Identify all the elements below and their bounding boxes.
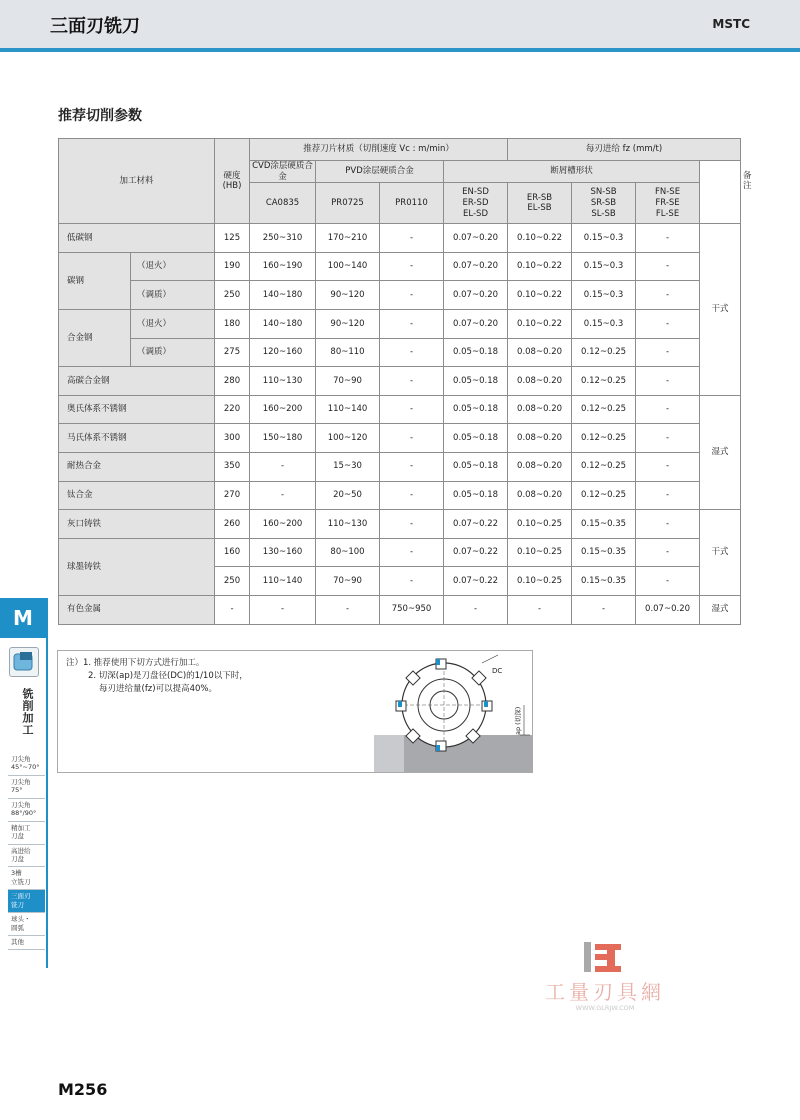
note-cell: 湿式 — [700, 595, 741, 624]
sidebar-divider — [46, 598, 48, 968]
pr0110-cell: - — [380, 424, 444, 453]
pr0110-cell: - — [380, 338, 444, 367]
material-cell: 耐热合金 — [59, 453, 215, 482]
table-row — [59, 424, 741, 453]
pr0725-cell: 70~90 — [316, 567, 380, 596]
note-cell: 湿式 — [700, 395, 741, 509]
sidebar-item-3-flute[interactable]: 3槽 立铣刀 — [8, 867, 45, 890]
ca0835-cell: - — [250, 595, 316, 624]
material-cell: 碳钢 — [59, 252, 131, 309]
pr0725-cell: 100~120 — [316, 424, 380, 453]
pr0725-cell: 100~140 — [316, 252, 380, 281]
pr0725-cell: 170~210 — [316, 224, 380, 253]
feed-cell: 0.15~0.3 — [572, 252, 636, 281]
feed-cell: 0.12~0.25 — [572, 481, 636, 510]
feed-cell: - — [636, 338, 700, 367]
feed-cell: - — [572, 595, 636, 624]
pr0725-cell: - — [316, 595, 380, 624]
table-row — [59, 481, 741, 510]
feed-cell: 0.08~0.20 — [508, 395, 572, 424]
feed-cell: 0.15~0.35 — [572, 538, 636, 567]
feed-cell: 0.08~0.20 — [508, 367, 572, 396]
feed-cell: 0.10~0.25 — [508, 567, 572, 596]
hardness-cell: 280 — [215, 367, 250, 396]
hardness-cell: 250 — [215, 281, 250, 310]
material-cell: 高碳合金钢 — [59, 367, 215, 396]
hardness-cell: 300 — [215, 424, 250, 453]
table-row — [59, 338, 741, 367]
hardness-cell: 125 — [215, 224, 250, 253]
sidebar-item-other[interactable]: 其他 — [8, 936, 45, 950]
pr0110-cell: - — [380, 224, 444, 253]
feed-cell: 0.10~0.25 — [508, 510, 572, 539]
header-pr0110: PR0110 — [380, 183, 444, 224]
condition-cell: （退火） — [131, 310, 215, 339]
ca0835-cell: 140~180 — [250, 281, 316, 310]
notes-box — [57, 650, 533, 773]
note-line: 每刃进给量(fz)可以提高40%。 — [99, 684, 217, 695]
pr0725-cell: 90~120 — [316, 281, 380, 310]
header-material: 加工材料 — [59, 139, 215, 224]
ca0835-cell: - — [250, 453, 316, 482]
feed-cell: - — [636, 453, 700, 482]
table-row — [59, 510, 741, 539]
header-chipbreaker: 断屑槽形状 — [444, 161, 700, 183]
feed-cell: 0.07~0.20 — [444, 281, 508, 310]
feed-cell: 0.05~0.18 — [444, 481, 508, 510]
ca0835-cell: 160~200 — [250, 510, 316, 539]
table-row — [59, 281, 741, 310]
pr0725-cell: 80~110 — [316, 338, 380, 367]
header-chipbreaker-1: EN-SD ER-SD EL-SD — [444, 183, 508, 224]
feed-cell: 0.08~0.20 — [508, 481, 572, 510]
table-row — [59, 224, 741, 253]
ca0835-cell: 160~190 — [250, 252, 316, 281]
note-line: 2. 切深(ap)是刀盘径(DC)的1/10以下时， — [88, 671, 248, 682]
sidebar-item-ball-radius[interactable]: 球头・ 圆弧 — [8, 913, 45, 936]
table-row — [59, 252, 741, 281]
feed-cell: 0.08~0.20 — [508, 424, 572, 453]
pr0110-cell: - — [380, 367, 444, 396]
feed-cell: 0.12~0.25 — [572, 338, 636, 367]
pr0725-cell: 110~140 — [316, 395, 380, 424]
pr0110-cell: - — [380, 567, 444, 596]
table-row — [59, 538, 741, 567]
feed-cell: 0.08~0.20 — [508, 453, 572, 482]
page-number: M256 — [58, 1080, 108, 1099]
feed-cell: 0.15~0.3 — [572, 310, 636, 339]
hardness-cell: 160 — [215, 538, 250, 567]
material-cell: 球墨铸铁 — [59, 538, 215, 595]
table-row — [59, 367, 741, 396]
note-cell: 干式 — [700, 224, 741, 396]
pr0725-cell: 20~50 — [316, 481, 380, 510]
sidebar-item-45-70[interactable]: 刀尖角 45°~70° — [8, 753, 45, 776]
feed-cell: 0.07~0.20 — [444, 252, 508, 281]
feed-cell: - — [636, 538, 700, 567]
condition-cell: （调质） — [131, 281, 215, 310]
pr0110-cell: - — [380, 252, 444, 281]
hardness-cell: 270 — [215, 481, 250, 510]
header-ca0835: CA0835 — [250, 183, 316, 224]
brand-label: MSTC — [712, 17, 750, 31]
feed-cell: 0.07~0.22 — [444, 567, 508, 596]
material-cell: 有色金属 — [59, 595, 215, 624]
feed-cell: - — [636, 281, 700, 310]
header-chipbreaker-2: ER-SB EL-SB — [508, 183, 572, 224]
hardness-cell: 180 — [215, 310, 250, 339]
table-row — [59, 395, 741, 424]
pr0725-cell: 15~30 — [316, 453, 380, 482]
material-cell: 奥氏体系不锈钢 — [59, 395, 215, 424]
section-label: 铣削加工 — [21, 688, 34, 736]
sidebar-item-88-90[interactable]: 刀尖角 88°/90° — [8, 799, 45, 822]
feed-cell: - — [508, 595, 572, 624]
pr0110-cell: 750~950 — [380, 595, 444, 624]
feed-cell: 0.05~0.18 — [444, 424, 508, 453]
header-accent-line — [0, 48, 800, 52]
section-title: 推荐切削参数 — [58, 108, 142, 124]
note-cell: 干式 — [700, 510, 741, 596]
feed-cell: 0.05~0.18 — [444, 395, 508, 424]
feed-cell: - — [636, 224, 700, 253]
feed-cell: 0.12~0.25 — [572, 367, 636, 396]
hardness-cell: 275 — [215, 338, 250, 367]
feed-cell: 0.15~0.35 — [572, 567, 636, 596]
feed-cell: 0.10~0.25 — [508, 538, 572, 567]
watermark-text: 工量刃具網 — [545, 980, 665, 1004]
feed-cell: - — [636, 395, 700, 424]
ca0835-cell: 130~160 — [250, 538, 316, 567]
feed-cell: 0.12~0.25 — [572, 395, 636, 424]
sidebar-nav — [8, 753, 45, 950]
ca0835-cell: - — [250, 481, 316, 510]
feed-cell: 0.07~0.20 — [444, 310, 508, 339]
ap-label: ap (切深) — [514, 706, 522, 735]
pr0110-cell: - — [380, 453, 444, 482]
condition-cell: （调质） — [131, 338, 215, 367]
section-tab-m[interactable]: M — [0, 598, 46, 638]
sidebar-item-finishing[interactable]: 精加工 刀盘 — [8, 822, 45, 845]
feed-cell: 0.07~0.22 — [444, 538, 508, 567]
watermark-url: WWW.GLRJW.COM — [575, 1004, 635, 1012]
pr0725-cell: 80~100 — [316, 538, 380, 567]
ca0835-cell: 110~140 — [250, 567, 316, 596]
table-row — [59, 453, 741, 482]
ca0835-cell: 120~160 — [250, 338, 316, 367]
page-title: 三面刃铣刀 — [50, 16, 140, 37]
table-row — [59, 595, 741, 624]
dc-label: DC — [492, 667, 503, 675]
header-hardness: 硬度 (HB) — [215, 139, 250, 224]
ca0835-cell: 140~180 — [250, 310, 316, 339]
cutting-params-table: 加工材料 硬度 (HB) 推荐刀片材质（切削速度 Vc : m/min） 每刃进给 fz (mm/t) 备注 CVD涂层硬质合金 PVD涂层硬质合金 断屑槽形状 CA0835 PR0725 PR0110 EN-SD ER-SD EL-SD ER-SB EL-SB SN-SB SR-SB SL-SB FN-SE FR-SE FL-SE 低碳钢 125 250~310 170~210 - 0.07~0.20 0.10~0.22 0.15~0.3 - 干式 碳钢 （退火） 190 160~190 100~140 - 0.07~0.20 0.10~0.22 0.15~0.3 - （调质） 250 140~180 90~120 - 0.07~0.20 0.10~0.22 0.15~0.3 - 合金钢 （退火） 180 140~180 90~120 - 0.07~0.20 0.10~0.22 0.15~0.3 - （调质） 275 120~160 80~110 - 0.05~0.18 0.08~0.20 0.12~0.25 - 高碳合金钢 280 110~130 70~90 - 0.05~0.18 0.08~0.20 0.12~0.25 - 奥氏体系不锈钢 220 160~200 110~140 - 0.05~0.18 0.08~0.20 0.12~0.25 - 湿式 马氏体系不锈钢 300 150~180 100~120 - 0.05~0.18 0.08~0.20 0.12~0.25 - 耐热合金 350 - 15~30 - 0.05~0.18 0.08~0.20 0.12~0.25 - 钛合金 270 - 20~50 - 0.05~0.18 0.08~0.20 0.12~0.25 - 灰口铸铁 260 160~200 110~130 - 0.07~0.22 0.10~0.25 0.15~0.35 - 干式 球墨铸铁 160 130~160 80~100 - 0.07~0.22 0.10~0.25 0.15~0.35 - 250 110~140 70~90 - 0.07~0.22 0.10~0.25 0.15~0.35 - 有色金属 - - - 750~950 - - - 0.07~0.20 湿式 — [58, 138, 741, 625]
pr0110-cell: - — [380, 281, 444, 310]
feed-cell: 0.10~0.22 — [508, 252, 572, 281]
feed-cell: - — [636, 367, 700, 396]
sidebar-item-75[interactable]: 刀尖角 75° — [8, 776, 45, 799]
feed-cell: 0.15~0.35 — [572, 510, 636, 539]
feed-cell: 0.10~0.22 — [508, 224, 572, 253]
feed-cell: 0.15~0.3 — [572, 224, 636, 253]
feed-cell: - — [636, 567, 700, 596]
pr0110-cell: - — [380, 310, 444, 339]
feed-cell: - — [636, 310, 700, 339]
header-grade: 推荐刀片材质（切削速度 Vc : m/min） — [250, 139, 508, 161]
feed-cell: - — [444, 595, 508, 624]
material-cell: 低碳钢 — [59, 224, 215, 253]
header-cvd: CVD涂层硬质合金 — [250, 161, 316, 183]
cutter-diagram — [374, 653, 532, 772]
header-feed: 每刃进给 fz (mm/t) — [508, 139, 741, 161]
feed-cell: 0.07~0.20 — [444, 224, 508, 253]
watermark — [535, 940, 675, 1020]
feed-cell: 0.10~0.22 — [508, 281, 572, 310]
header-pvd: PVD涂层硬质合金 — [316, 161, 444, 183]
header-chipbreaker-4: FN-SE FR-SE FL-SE — [636, 183, 700, 224]
feed-cell: 0.07~0.20 — [636, 595, 700, 624]
notes-text — [66, 657, 248, 697]
hardness-cell: 260 — [215, 510, 250, 539]
feed-cell: - — [636, 424, 700, 453]
feed-cell: - — [636, 481, 700, 510]
watermark-logo — [535, 940, 675, 976]
pr0725-cell: 90~120 — [316, 310, 380, 339]
hardness-cell: 190 — [215, 252, 250, 281]
hardness-cell: 220 — [215, 395, 250, 424]
pr0110-cell: - — [380, 481, 444, 510]
feed-cell: 0.05~0.18 — [444, 367, 508, 396]
pr0725-cell: 110~130 — [316, 510, 380, 539]
pr0110-cell: - — [380, 395, 444, 424]
ca0835-cell: 110~130 — [250, 367, 316, 396]
hardness-cell: 250 — [215, 567, 250, 596]
feed-cell: 0.07~0.22 — [444, 510, 508, 539]
header-pr0725: PR0725 — [316, 183, 380, 224]
material-cell: 合金钢 — [59, 310, 131, 367]
feed-cell: 0.05~0.18 — [444, 338, 508, 367]
pr0110-cell: - — [380, 510, 444, 539]
milling-cutter-icon — [9, 647, 39, 677]
sidebar-item-side-milling[interactable]: 三面刃 铣刀 — [8, 890, 45, 913]
feed-cell: 0.08~0.20 — [508, 338, 572, 367]
feed-cell: 0.05~0.18 — [444, 453, 508, 482]
sidebar-item-high-feed[interactable]: 高进给 刀盘 — [8, 845, 45, 868]
feed-cell: - — [636, 510, 700, 539]
feed-cell: 0.12~0.25 — [572, 453, 636, 482]
header-chipbreaker-3: SN-SB SR-SB SL-SB — [572, 183, 636, 224]
ca0835-cell: 160~200 — [250, 395, 316, 424]
table-row — [59, 310, 741, 339]
feed-cell: - — [636, 252, 700, 281]
hardness-cell: 350 — [215, 453, 250, 482]
feed-cell: 0.15~0.3 — [572, 281, 636, 310]
hardness-cell: - — [215, 595, 250, 624]
material-cell: 马氏体系不锈钢 — [59, 424, 215, 453]
material-cell: 钛合金 — [59, 481, 215, 510]
feed-cell: 0.12~0.25 — [572, 424, 636, 453]
pr0725-cell: 70~90 — [316, 367, 380, 396]
note-line: 注）1. 推荐使用下切方式进行加工。 — [66, 658, 205, 668]
pr0110-cell: - — [380, 538, 444, 567]
feed-cell: 0.10~0.22 — [508, 310, 572, 339]
material-cell: 灰口铸铁 — [59, 510, 215, 539]
ca0835-cell: 250~310 — [250, 224, 316, 253]
condition-cell: （退火） — [131, 252, 215, 281]
ca0835-cell: 150~180 — [250, 424, 316, 453]
